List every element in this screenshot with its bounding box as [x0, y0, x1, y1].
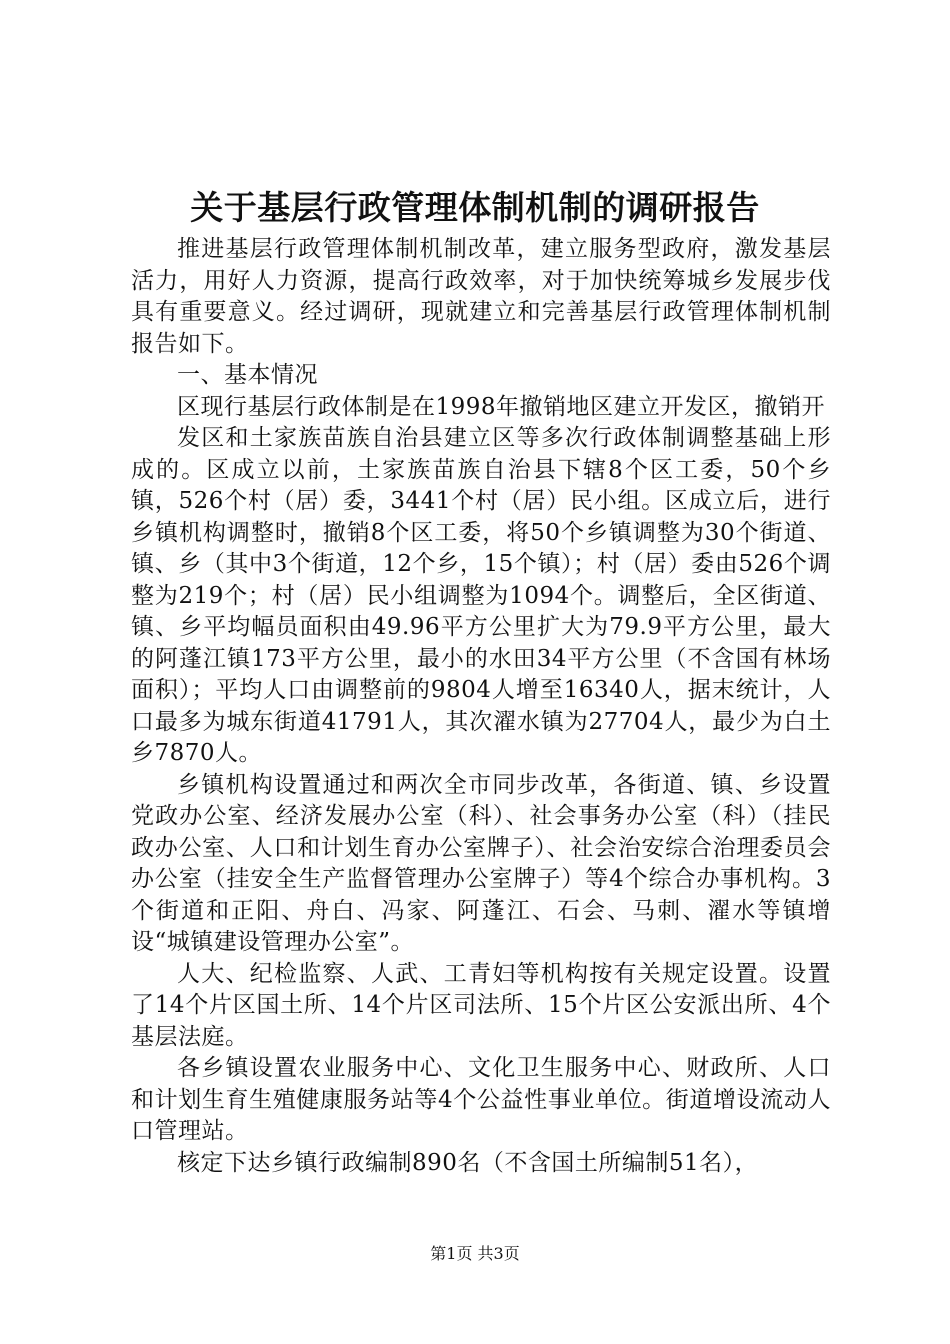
- paragraph-intro: 推进基层行政管理体制机制改革，建立服务型政府，激发基层活力，用好人力资源，提高行政效率，对于加快统筹城乡发展步伐具有重要意义。经过调研，现就建立和完善基层行政管理体制机制报告如下。: [131, 236, 831, 357]
- paragraph-agencies: 人大、纪检监察、人武、工青妇等机构按有关规定设置。设置了14个片区国土所、14个片区司法所、15个片区公安派出所、4个基层法庭。: [131, 960, 831, 1050]
- paragraph-adjustment: 发区和土家族苗族自治县建立区等多次行政体制调整基础上形成的。区成立以前，土家族苗族自治县下辖8个区工委，50个乡镇，526个村（居）委，3441个村（居）民小组。区成立后，进行乡镇机构调整时，撤销8个区工委，将50个乡镇调整为30个街道、镇、乡（其中3个街道，12个乡，15个镇）；村（居）委由526个调整为219个；村（居）民小组调整为1094个。调整后，全区街道、镇、乡平均幅员面积由49.96平方公里扩大为79.9平方公里，最大的阿蓬江镇173平方公里，最小的水田34平方公里（不含国有林场面积）；平均人口由调整前的9804人增至16340人，据末统计，人口最多为城东街道41791人，其次濯水镇为27704人，最少为白土乡7870人。: [131, 425, 831, 766]
- paragraph-history: 区现行基层行政体制是在1998年撤销地区建立开发区，撤销开: [177, 393, 826, 420]
- section-heading-basic-situation: 一、基本情况: [177, 362, 318, 388]
- paragraph-staffing: 核定下达乡镇行政编制890名（不含国土所编制51名），: [177, 1149, 759, 1176]
- document-title: 关于基层行政管理体制机制的调研报告: [190, 188, 760, 227]
- paragraph-institutions: 乡镇机构设置通过和两次全市同步改革，各街道、镇、乡设置党政办公室、经济发展办公室（科）、社会事务办公室（科）（挂民政办公室、人口和计划生育办公室牌子）、社会治安综合治理委员会办公室（挂安全生产监督管理办公室牌子）等4个综合办事机构。3个街道和正阳、舟白、冯家、阿蓬江、石会、马刺、濯水等镇增设“城镇建设管理办公室”。: [131, 771, 831, 955]
- paragraph-public-units: 各乡镇设置农业服务中心、文化卫生服务中心、财政所、人口和计划生育生殖健康服务站等4个公益性事业单位。街道增设流动人口管理站。: [131, 1055, 831, 1144]
- page-number-footer: 第1页 共3页: [430, 1244, 520, 1263]
- document-body: [131, 234, 831, 1179]
